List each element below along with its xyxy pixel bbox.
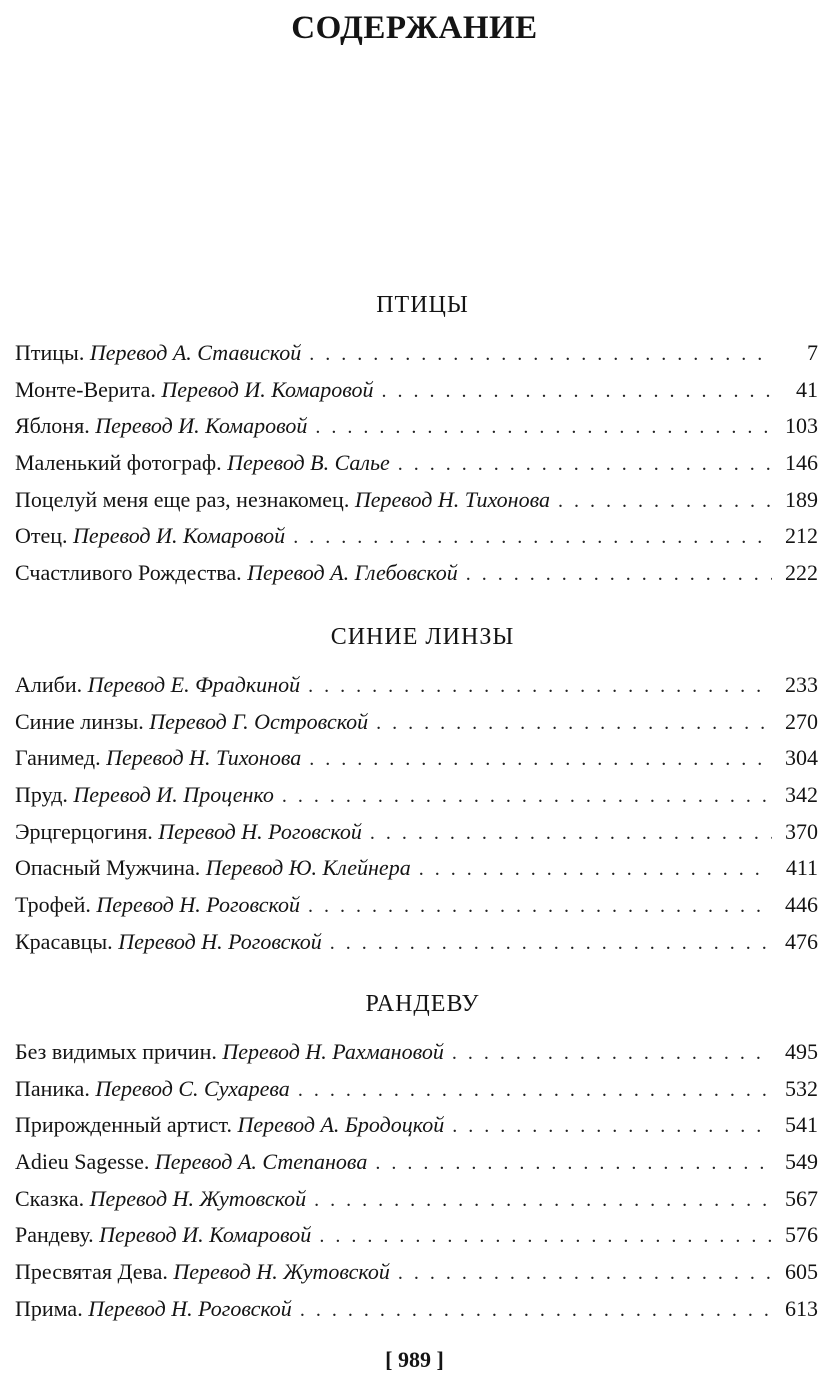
dot-leader (309, 339, 772, 369)
dot-leader (398, 1258, 772, 1288)
dot-leader (452, 1111, 772, 1141)
entry-translator: Перевод А. Глебовской (247, 560, 458, 586)
dot-leader (466, 559, 772, 589)
entry-title: Паника. (15, 1075, 90, 1101)
entry-title: Яблоня. (15, 413, 90, 439)
toc-entry (15, 890, 818, 927)
entry-translator: Перевод В. Салье (227, 450, 390, 476)
toc-entry (15, 1147, 818, 1184)
page-title: СОДЕРЖАНИЕ (291, 10, 538, 46)
toc-entry (15, 448, 818, 485)
entry-translator: Перевод А. Бродоцкой (237, 1112, 445, 1138)
entry-page-number: 270 (785, 708, 818, 734)
entry-translator: Перевод Н. Жутовской (89, 1185, 307, 1211)
toc-entry (15, 1220, 818, 1257)
dot-leader (370, 818, 772, 848)
dot-leader (452, 1038, 772, 1068)
toc-entry-list (15, 670, 818, 964)
entry-translator: Перевод А. Ставиской (89, 340, 302, 365)
toc-entry (15, 780, 818, 817)
dot-leader (382, 376, 773, 406)
entry-page-number: 476 (785, 928, 818, 954)
entry-title: Эрцгерцогиня. (15, 818, 153, 844)
toc-entry (15, 1110, 818, 1147)
entry-page-number: 605 (785, 1259, 818, 1285)
entry-translator: Перевод И. Комаровой (73, 523, 286, 549)
dot-leader (558, 486, 772, 516)
entry-translator: Перевод Ю. Клейнера (205, 855, 411, 881)
entry-translator: Перевод Н. Роговской (96, 892, 301, 918)
toc-entry (15, 927, 818, 964)
entry-title: Пресвятая Дева. (15, 1259, 168, 1285)
entry-translator: Перевод Е. Фрадкиной (87, 672, 301, 697)
entry-translator: Перевод Н. Роговской (158, 818, 362, 844)
toc-entry (15, 707, 818, 744)
section-title: РАНДЕВУ (365, 991, 480, 1017)
toc-entry (15, 521, 818, 558)
entry-translator: Перевод Н. Рахмановой (222, 1039, 444, 1064)
entry-title: Маленький фотограф. (15, 450, 222, 476)
dot-leader (419, 854, 772, 884)
dot-leader (308, 891, 772, 921)
entry-page-number: 41 (796, 376, 818, 402)
entry-title: Прима. (15, 1295, 83, 1321)
toc-entry (15, 670, 818, 707)
entry-page-number: 103 (785, 413, 818, 439)
entry-page-number: 212 (785, 523, 818, 549)
entry-translator: Перевод Н. Жутовской (173, 1259, 390, 1285)
dot-leader (308, 671, 772, 701)
entry-translator: Перевод А. Степанова (154, 1149, 368, 1175)
toc-entry (15, 1257, 818, 1294)
entry-page-number: 411 (785, 855, 818, 881)
entry-page-number: 233 (785, 672, 818, 697)
toc-section-randevu (15, 989, 818, 1331)
toc-entry (15, 743, 818, 780)
dot-leader (293, 522, 772, 552)
entry-title: Трофей. (15, 892, 91, 918)
entry-title: Сказка. (15, 1185, 85, 1211)
entry-page-number: 7 (807, 340, 818, 365)
entry-page-number: 541 (785, 1112, 818, 1138)
entry-title: Птицы. (15, 340, 85, 365)
entry-translator: Перевод Н. Роговской (118, 928, 322, 954)
dot-leader (376, 708, 772, 738)
dot-leader (314, 1185, 772, 1215)
toc-entry (15, 411, 818, 448)
entry-translator: Перевод И. Проценко (73, 782, 274, 808)
entry-translator: Перевод Г. Островской (149, 708, 369, 734)
dot-leader (300, 1295, 772, 1325)
entry-title: Ганимед. (15, 745, 101, 771)
entry-title: Поцелуй меня еще раз, незнакомец. (15, 486, 350, 512)
dot-leader (398, 449, 772, 479)
dot-leader (282, 781, 772, 811)
dot-leader (298, 1075, 772, 1105)
toc-entry (15, 817, 818, 854)
entry-page-number: 576 (785, 1222, 818, 1248)
entry-title: Отец. (15, 523, 68, 549)
toc-entry-list (15, 338, 818, 595)
entry-title: Без видимых причин. (15, 1039, 217, 1064)
entry-page-number: 189 (785, 486, 818, 512)
entry-title: Adieu Sagesse. (15, 1149, 150, 1175)
entry-page-number: 304 (785, 745, 818, 771)
toc-entry (15, 1037, 818, 1074)
entry-title: Рандеву. (15, 1222, 94, 1248)
section-title: СИНИЕ ЛИНЗЫ (330, 624, 515, 650)
toc-entry (15, 338, 818, 375)
entry-page-number: 567 (785, 1185, 818, 1211)
entry-page-number: 146 (785, 450, 818, 476)
entry-translator: Перевод И. Комаровой (99, 1222, 312, 1248)
toc-entry (15, 375, 818, 412)
entry-translator: Перевод И. Комаровой (161, 376, 374, 402)
toc-entry (15, 558, 818, 595)
entry-translator: Перевод Н. Роговской (88, 1295, 292, 1321)
entry-title: Монте-Верита. (15, 376, 156, 402)
entry-title: Прирожденный артист. (15, 1112, 232, 1138)
dot-leader (309, 744, 772, 774)
entry-page-number: 549 (785, 1149, 818, 1175)
entry-page-number: 495 (785, 1039, 818, 1064)
entry-title: Пруд. (15, 782, 68, 808)
toc-entry (15, 1184, 818, 1221)
section-title: ПТИЦЫ (376, 292, 469, 318)
toc-entry (15, 1074, 818, 1111)
entry-page-number: 342 (785, 782, 818, 808)
toc-entry (15, 485, 818, 522)
dot-leader (375, 1148, 772, 1178)
entry-title: Опасный Мужчина. (15, 855, 201, 881)
entry-translator: Перевод Н. Тихонова (354, 486, 550, 512)
entry-translator: Перевод С. Сухарева (95, 1075, 290, 1101)
entry-page-number: 370 (785, 818, 818, 844)
entry-title: Красавцы. (15, 928, 113, 954)
entry-page-number: 613 (785, 1295, 818, 1321)
dot-leader (319, 1221, 772, 1251)
dot-leader (315, 412, 772, 442)
dot-leader (330, 928, 772, 958)
toc-entry-list (15, 1037, 818, 1331)
page-number: [ 989 ] (385, 1347, 444, 1372)
toc-section-ptitsy (15, 290, 818, 595)
entry-page-number: 532 (785, 1075, 818, 1101)
toc-entry (15, 1294, 818, 1331)
entry-translator: Перевод И. Комаровой (95, 413, 308, 439)
entry-title: Алиби. (15, 672, 83, 697)
toc-section-sinie-linzy (15, 622, 818, 964)
entry-title: Счастливого Рождества. (15, 560, 242, 586)
entry-translator: Перевод Н. Тихонова (106, 745, 302, 771)
entry-page-number: 222 (785, 560, 818, 586)
entry-page-number: 446 (785, 892, 818, 918)
toc-entry (15, 853, 818, 890)
entry-title: Синие линзы. (15, 708, 144, 734)
